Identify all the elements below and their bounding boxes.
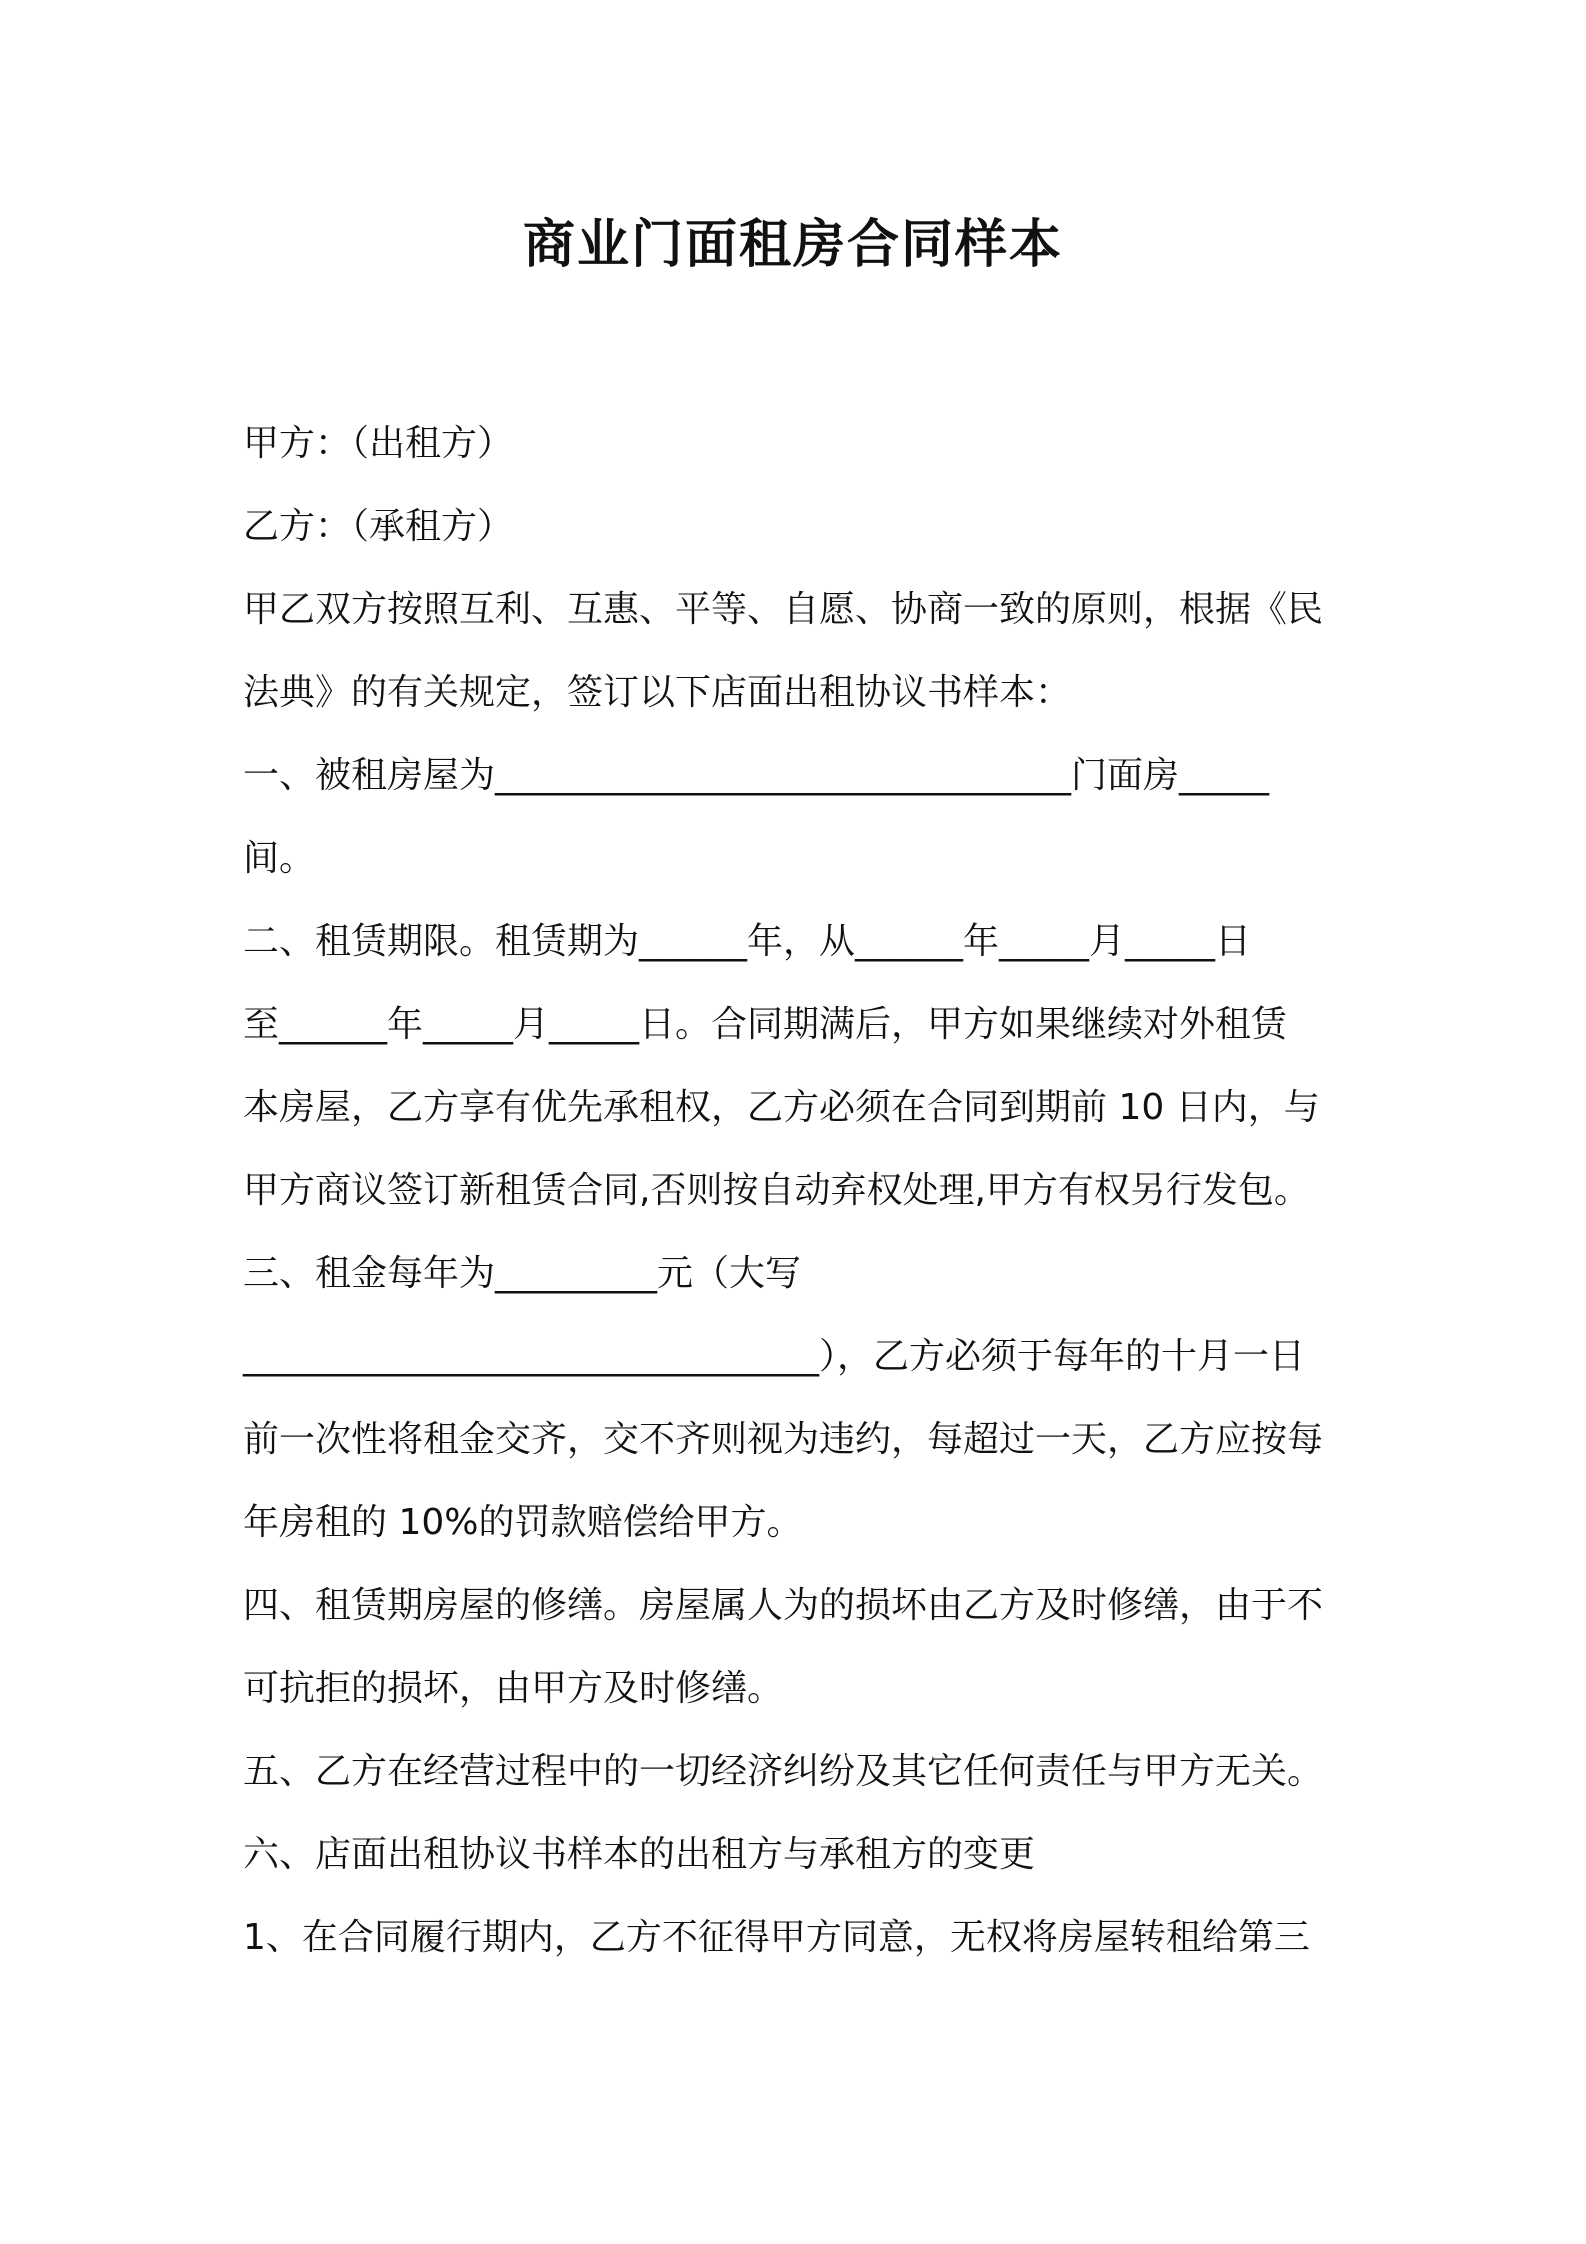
party-a-line: 甲方：（出租方） — [243, 423, 514, 464]
clause-6-item-1-line-1: 1、在合同履行期内，乙方不征得甲方同意，无权将房屋转租给第三 — [243, 1917, 1310, 1958]
clause-3-line-2: ________________________________），乙方必须于每年的十月一日 — [243, 1336, 1306, 1377]
clause-2-line-4: 甲方商议签订新租赁合同,否则按自动弃权处理,甲方有权另行发包。 — [243, 1170, 1310, 1211]
preamble-line-2: 法典》的有关规定，签订以下店面出租协议书样本： — [243, 672, 1072, 713]
document-title: 商业门面租房合同样本 — [522, 215, 1063, 275]
clause-3-line-1: 三、租金每年为_________元（大写 — [243, 1253, 802, 1294]
document-body — [243, 402, 1363, 1979]
clause-4-line-2: 可抗拒的损坏，由甲方及时修缮。 — [243, 1668, 784, 1709]
clause-1-line-1: 一、被租房屋为________________________________门面房_____ — [243, 755, 1270, 796]
preamble-line-1: 甲乙双方按照互利、互惠、平等、自愿、协商一致的原则，根据《民 — [243, 589, 1324, 630]
clause-2-line-2: 至______年_____月_____日。合同期满后，甲方如果继续对外租赁 — [243, 1004, 1288, 1045]
clause-2-line-3: 本房屋，乙方享有优先承租权，乙方必须在合同到期前 10 日内，与 — [243, 1087, 1320, 1128]
clause-5-line-1: 五、乙方在经营过程中的一切经济纠纷及其它任何责任与甲方无关。 — [243, 1751, 1324, 1792]
clause-2-line-1: 二、租赁期限。租赁期为______年，从______年_____月_____日 — [243, 921, 1252, 962]
clause-6-heading: 六、店面出租协议书样本的出租方与承租方的变更 — [243, 1834, 1036, 1875]
clause-3-line-3: 前一次性将租金交齐，交不齐则视为违约，每超过一天，乙方应按每 — [243, 1419, 1324, 1460]
clause-4-line-1: 四、租赁期房屋的修缮。房屋属人为的损坏由乙方及时修缮，由于不 — [243, 1585, 1324, 1626]
clause-1-line-2: 间。 — [243, 838, 316, 879]
party-b-line: 乙方：（承租方） — [243, 506, 514, 547]
clause-3-line-4: 年房租的 10%的罚款赔偿给甲方。 — [243, 1502, 803, 1543]
